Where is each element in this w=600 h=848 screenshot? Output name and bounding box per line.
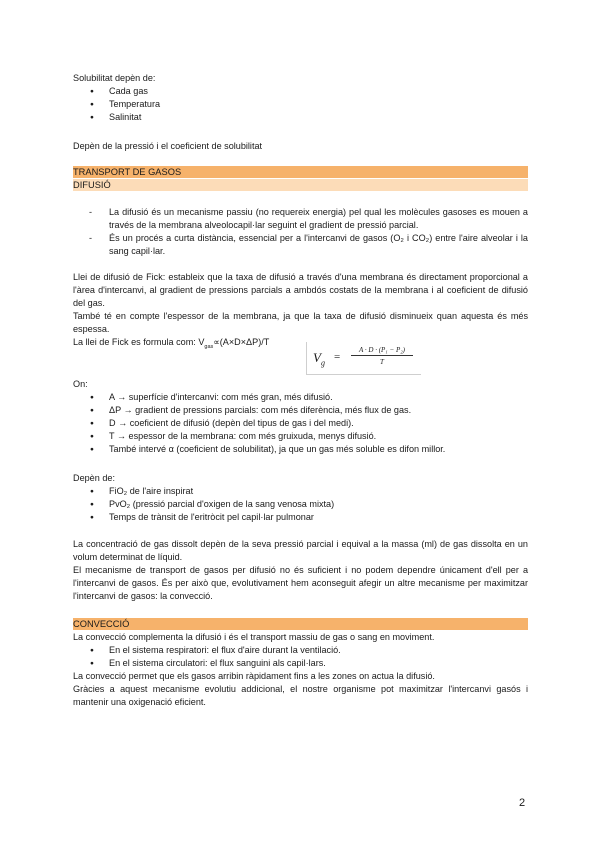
convection-list: [73, 644, 528, 670]
formula-intro-line: [73, 336, 528, 352]
list-item: ● Temps de trànsit de l'eritròcit pel capil·lar pulmonar: [73, 511, 528, 524]
list-item: ● En el sistema respiratori: el flux d'aire durant la ventilació.: [73, 644, 528, 657]
list-item: ● Salinitat: [73, 111, 528, 124]
fick-block: [73, 271, 528, 351]
convection-paragraph-1: La convecció permet que els gasos arribin ràpidament fins a les zones on actua la difusió.: [73, 670, 435, 681]
mechanism-paragraph: El mecanisme de transport de gasos per difusió no és suficient i no podem dependre únicament d'ell per a l'intercanvi de gasos. És per això que, evolutivament hem aconseguit afegir un altre mecanisme per maximitzar l'intercanvi de gasos: la convecció.: [73, 564, 528, 601]
list-item: - És un procés a curta distància, essencial per a l'intercanvi de gasos (O₂ i CO₂) entre l'aire alveolar i la sang capil·lar.: [73, 232, 528, 258]
formula-subscript: gas: [204, 343, 214, 350]
list-item: ● FiO₂ de l'aire inspirat: [73, 485, 528, 498]
convection-block: [73, 631, 528, 708]
fick-formula-image: [306, 342, 421, 375]
concentration-block: [73, 538, 528, 603]
convection-paragraph-2: Gràcies a aquest mecanisme evolutiu addicional, el nostre organisme pot maximitzar l'intercanvi gasós i mantenir una oxigenació eficient.: [73, 683, 528, 707]
list-item: ● Cada gas: [73, 85, 528, 98]
formula-equals: =: [334, 351, 341, 363]
page-number: 2: [519, 797, 526, 809]
solubility-note: Depèn de la pressió i el coeficient de solubilitat: [73, 141, 263, 151]
solubility-note-block: [73, 140, 528, 153]
formula-denominator: T: [380, 358, 384, 366]
concentration-paragraph: La concentració de gas dissolt depèn de la seva pressió parcial i equival a la massa (ml) de gas dissolta en un volum determinat de líquid.: [73, 539, 528, 562]
depends-block: [73, 472, 528, 524]
list-item: ● D → coeficient de difusió (depèn del tipus de gas i del medi).: [73, 417, 528, 430]
formula-lhs: $V_g$: [313, 350, 325, 368]
list-item: ● A → superfície d'intercanvi: com més gran, més difusió.: [73, 391, 528, 404]
solubility-list: [73, 85, 528, 124]
list-item: ● PvO₂ (pressió parcial d'oxigen de la sang venosa mixta): [73, 498, 528, 511]
section-heading-convection: CONVECCIÓ: [73, 618, 528, 630]
list-item: ● També intervé α (coeficient de solubilitat), ja que un gas més soluble es difon millor.: [73, 443, 528, 456]
diffusion-dash-block: [73, 206, 528, 258]
depends-label: Depèn de:: [73, 473, 115, 483]
section-heading-diffusion: DIFUSIÓ: [73, 179, 528, 191]
formula-intro: La llei de Fick es formula com: V: [73, 336, 205, 347]
solubility-block: [73, 72, 528, 124]
list-item: - La difusió és un mecanisme passiu (no requereix energia) pel qual les molècules gasoses es mouen a través de la membrana alveolocapil·lar seguint el gradient de pressió parcial.: [73, 206, 528, 232]
list-item: ● En el sistema circulatori: el flux sanguini als capil·lars.: [73, 657, 528, 670]
section-heading-transport: TRANSPORT DE GASOS: [73, 166, 528, 178]
formula-rest: ∝(A×D×ΔP)/T: [213, 336, 270, 347]
on-label: On:: [73, 379, 88, 389]
depends-list: [73, 485, 528, 524]
list-item: ● T → espessor de la membrana: com més gruixuda, menys difusió.: [73, 430, 528, 443]
thickness-paragraph: També té en compte l'espessor de la membrana, ja que la taxa de difusió disminueix quan aquesta és més espessa.: [73, 310, 528, 334]
on-list: [73, 391, 528, 456]
fick-paragraph: Llei de difusió de Fick: estableix que la taxa de difusió a través d'una membrana és directament proporcional a l'àrea d'intercanvi, al gradient de pressions parcials a ambdós costats de la membrana i al coeficient de difusió del gas.: [73, 272, 528, 308]
list-item: ● Temperatura: [73, 98, 528, 111]
on-block: [73, 378, 528, 455]
convection-intro: La convecció complementa la difusió i és el transport massiu de gas o sang en moviment.: [73, 632, 435, 642]
formula-numerator: A · D · (P₁ − P₂): [351, 345, 413, 356]
list-item: ● ΔP → gradient de pressions parcials: com més diferència, més flux de gas.: [73, 404, 528, 417]
diffusion-dash-list: [73, 206, 528, 258]
solubility-intro: Solubilitat depèn de:: [73, 73, 156, 83]
